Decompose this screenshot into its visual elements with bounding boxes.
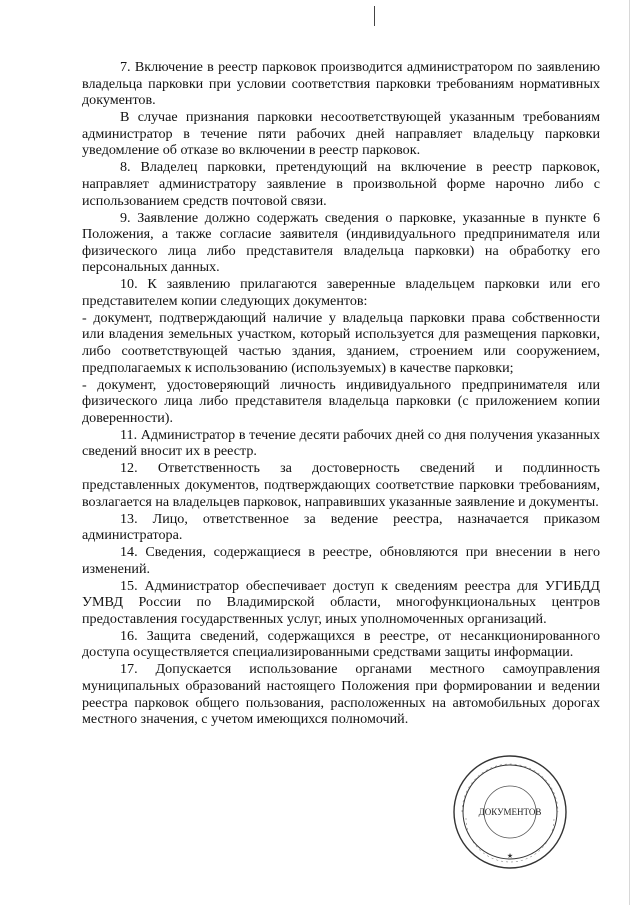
paragraph-10-item-2: - документ, удостоверяющий личность индивидуального предпринимателя или физического лица либо представителя владельца парковки (с приложением копии доверенности). xyxy=(82,376,600,426)
official-stamp xyxy=(450,752,570,872)
document-body xyxy=(82,59,600,728)
paragraph-11: 11. Администратор в течение десяти рабочих дней со дня получения указанных сведений вносит их в реестр. xyxy=(82,426,600,460)
paragraph-15: 15. Администратор обеспечивает доступ к сведениям реестра для УГИБДД УМВД России по Владимирской области, многофункциональных центров предоставления государственных услуг, иных уполномоченных организаций. xyxy=(82,577,600,627)
svg-text:★: ★ xyxy=(506,852,514,860)
paragraph-14: 14. Сведения, содержащиеся в реестре, обновляются при внесении в него изменений. xyxy=(82,544,600,577)
paragraph-9: 9. Заявление должно содержать сведения о парковке, указанные в пункте 6 Положения, а также согласие заявителя (индивидуального предпринимателя или физического лица либо представителя владельца парковки) на обработку его персональных данных. xyxy=(82,209,600,276)
paragraph-10: 10. К заявлению прилагаются заверенные владельцем парковки или его представителем копии следующих документов: xyxy=(82,276,600,309)
paragraph-16: 16. Защита сведений, содержащихся в реестре, от несанкционированного доступа осуществляется специализированными средствами защиты информации. xyxy=(82,627,600,661)
stamp-text: ДОКУМЕНТОВ xyxy=(478,807,542,817)
paragraph-17: 17. Допускается использование органами местного самоуправления муниципальных образований настоящего Положения при формировании и ведении реестра парковок общего пользования, расположенных на автомобильных дорогах местного значения, с учетом имеющихся полномочий. xyxy=(82,661,600,728)
paragraph-12: 12. Ответственность за достоверность сведений и подлинность представленных документов, подтверждающих соответствие парковки требованиям, возлагается на владельцев парковок, направивших указанные заявление и документы. xyxy=(82,460,600,510)
paragraph-10-item-1: - документ, подтверждающий наличие у владельца парковки права собственности или владения земельных участком, который используется для размещения парковки, либо соответствующей частью здания, зданием, строением или сооружением, предполагаемых к использованию (используемых) в качестве парковки; xyxy=(82,309,600,376)
paragraph-13: 13. Лицо, ответственное за ведение реестра, назначается приказом администратора. xyxy=(82,510,600,544)
paragraph-8: 8. Владелец парковки, претендующий на включение в реестр парковок, направляет администратору заявление в произвольной форме нарочно либо с использованием средств почтовой связи. xyxy=(82,159,600,209)
paragraph-7: 7. Включение в реестр парковок производится администратором по заявлению владельца парковки при условии соответствия парковки требованиям нормативных документов. xyxy=(82,59,600,109)
page-edge xyxy=(629,0,630,905)
scan-mark xyxy=(374,6,375,26)
paragraph-7-refusal: В случае признания парковки несоответствующей указанным требованиям администратор в течение пяти рабочих дней направляет владельцу парковки уведомление об отказе во включении в реестр парковок. xyxy=(82,109,600,159)
